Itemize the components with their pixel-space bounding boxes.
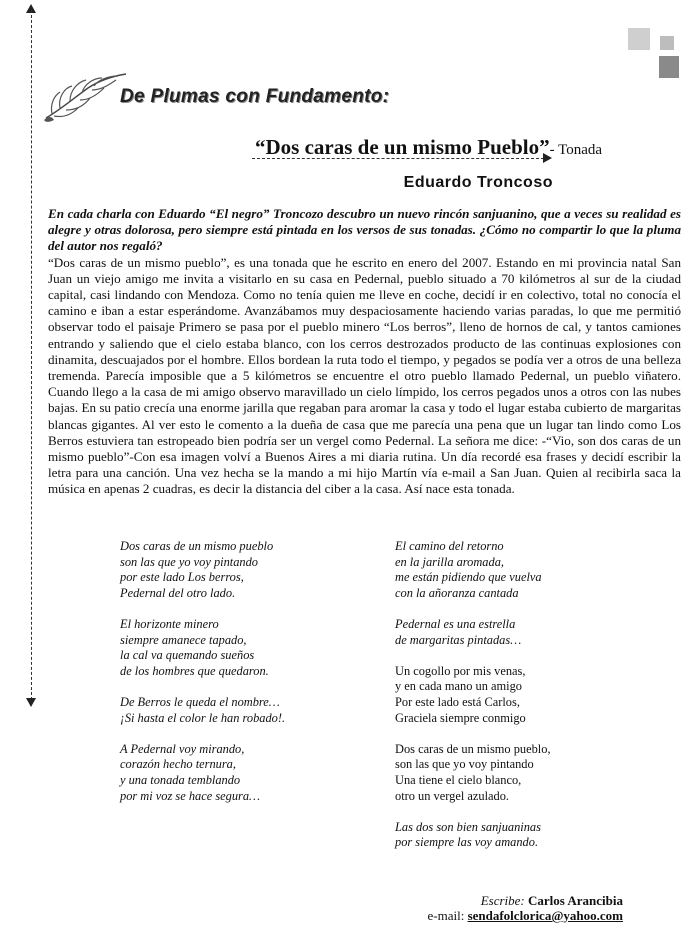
lyric-line: El camino del retorno (395, 539, 504, 553)
lyric-line: Una tiene el cielo blanco, (395, 772, 522, 787)
lyric-line: son las que yo voy pintando (395, 757, 534, 772)
article-title-block (255, 135, 615, 160)
stanza (395, 742, 675, 804)
lyric-line: Un cogollo por mis venas, (395, 663, 526, 678)
lyric-line: Por este lado está Carlos, (395, 694, 520, 709)
lyric-line: Graciela siempre conmigo (395, 710, 526, 725)
stanza (395, 617, 675, 648)
stanza (120, 539, 380, 601)
lyric-line: la cal va quemando sueños (120, 648, 255, 663)
lyric-line: son las que yo voy pintando (120, 554, 258, 569)
email-link[interactable]: sendafolclorica@yahoo.com (467, 908, 623, 923)
email-line (427, 908, 623, 923)
author-name: Eduardo Troncoso (403, 174, 553, 191)
section-heading: De Plumas con Fundamento: (120, 86, 390, 107)
stanza (395, 820, 675, 851)
lyric-line: corazón hecho ternura, (120, 757, 236, 772)
lyric-line: El horizonte minero (120, 616, 219, 631)
intro-paragraph: En cada charla con Eduardo “El negro” Troncozo descubro un nuevo rincón sanjuanino, que a veces su realidad es alegre y otras dolorosa, pero siempre está pintada en los versos de sus tonadas. ¿Cómo no compartir lo que la pluma del autor nos regaló? (48, 206, 681, 254)
writer-role: Escribe: (480, 893, 525, 908)
lyric-line: por mi voz se hace segura… (120, 788, 261, 803)
stanza (120, 695, 380, 726)
lyric-line: por este lado Los berros, (120, 570, 244, 585)
article-body (48, 206, 681, 498)
lyric-line: A Pedernal voy mirando, (120, 741, 245, 756)
lyric-line: De Berros le queda el nombre… (120, 694, 280, 709)
lyric-line: en la jarilla aromada, (395, 554, 504, 569)
lyric-line: y en cada mano un amigo (395, 679, 522, 694)
decor-square (628, 28, 650, 50)
lyric-line: y una tonada temblando (120, 772, 241, 787)
lyric-line: con la añoranza cantada (395, 585, 519, 600)
writer-line (427, 893, 623, 908)
stanza (120, 617, 380, 679)
article-title: “Dos caras de un mismo Pueblo” (255, 135, 550, 159)
lyric-line: de margaritas pintadas… (395, 632, 522, 647)
lyric-line: Las dos son bien sanjuaninas (395, 819, 541, 834)
writer-name: Carlos Arancibia (528, 893, 623, 908)
lyric-line: Dos caras de un mismo pueblo (120, 539, 274, 553)
lyric-line: ¡Si hasta el color le han robado!. (120, 710, 286, 725)
feather-ornament-icon (40, 68, 130, 124)
lyrics-left-column (120, 539, 380, 820)
lyric-line: siempre amanece tapado, (120, 632, 247, 647)
lyric-line: Pedernal del otro lado. (120, 585, 236, 600)
lyric-line: me están pidiendo que vuelva (395, 570, 542, 585)
lyric-line: por siempre las voy amando. (395, 835, 539, 850)
lyric-line: otro un vergel azulado. (395, 788, 510, 803)
lyric-line: Dos caras de un mismo pueblo, (395, 741, 551, 756)
article-subtitle: - Tonada (549, 142, 603, 158)
vertical-rule-arrow-bottom (26, 698, 36, 707)
lyric-line: de los hombres que quedaron. (120, 663, 269, 678)
stanza (120, 742, 380, 804)
decor-square (659, 56, 679, 78)
credits (427, 893, 623, 923)
email-label: e-mail: (427, 908, 465, 923)
lyric-line: Pedernal es una estrella (395, 616, 516, 631)
lyrics-right-column (395, 539, 675, 866)
stanza (395, 539, 675, 601)
title-dashed-arrow (252, 158, 544, 159)
body-paragraph: “Dos caras de un mismo pueblo”, es una tonada que he escrito en enero del 2007. Estando en mi provincia natal San Juan un viejo amigo me invita a visitarlo en su casa en Pedernal, pueblo situado a 70 kilómetros al sur de la ciudad capital, casi lindando con Mendoza. Como no tenía quien me lleve en coche, decidí ir en colectivo, total no conocía el camino e iban a estar esperándome. Avanzábamos muy despaciosamente haciendo varias paradas, lo que me permitió observar todo el paisaje Primero se pasa por el pueblo minero “Los berros”, lleno de hornos de cal, y tantos camiones entrando y saliendo que el cielo estaba blanco, con los cerros destrozados producto de las continuas explosiones con dinamita, descuajados por el hombre. Ellos bordean la ruta todo el tiempo, y pegados se podía ver a otros de una belleza tremenda. Parecía imposible que a 5 kilómetros se encuentre el otro pueblo llamado Pedernal, un pueblo viñatero. Cuando llego a la casa de mi amigo observo maravillado un cielo límpido, los cerros pegados unos a otros con las nubes bajas. En su patio crecía una enorme jarilla que regaban para aromar la casa y todo el lugar estaba cubierto de margaritas blancas gigantes. Al ver esto le comento a la dueña de casa que me parecía una pena que un lugar tan lindo como Los Berros estuviera tan estropeado bien podría ser un vergel como Pedernal. La señora me dice: -“Vio, son dos caras de un mismo pueblo”-Con esa imagen volví a Buenos Aires a mi diaria rutina. Un día recordé esa frases y decidí escribir la letra para una canción. Una vez hecha se la mando a mi hijo Martín vía e-mail a San Juan. Quien al recibirla saca la música en apenas 2 cuadras, es decir la distancia del ciber a la casa. Así nace esta tonada. (48, 254, 681, 497)
decor-square (660, 36, 674, 50)
stanza (395, 664, 675, 726)
vertical-dashed-rule (31, 10, 32, 705)
title-arrow-head (543, 153, 552, 163)
